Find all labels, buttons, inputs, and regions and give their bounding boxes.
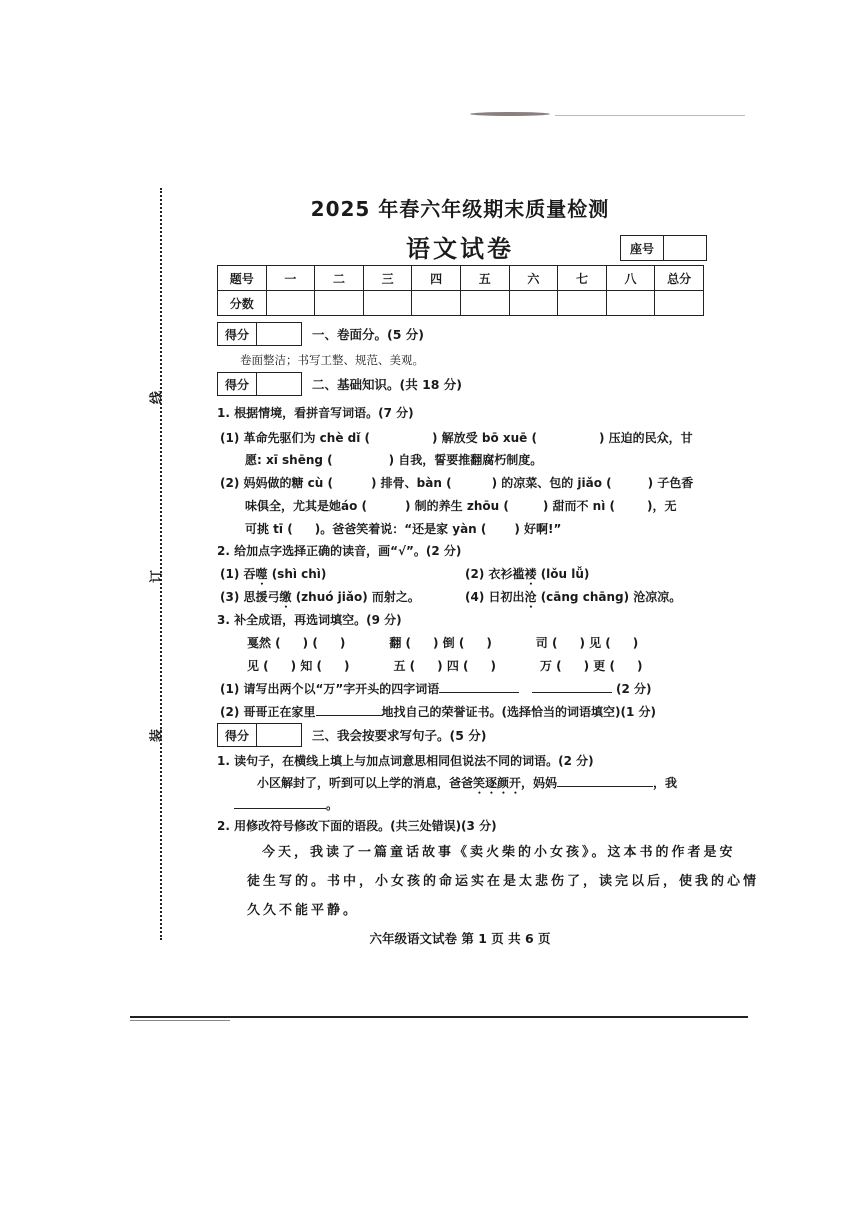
- section-2-header: [217, 372, 462, 396]
- q2-2-stem: 2. 给加点字选择正确的读音，画“√”。(2 分): [217, 544, 462, 558]
- idiom-row-1: [247, 634, 638, 651]
- section-1-score-input[interactable]: [257, 323, 301, 345]
- answer-line[interactable]: [532, 680, 612, 693]
- text-segment: (2) 妈妈做的糖 cù (: [220, 476, 333, 490]
- section-3-title: 三、我会按要求写句子。(5 分): [312, 728, 487, 743]
- score-box-label: 得分: [218, 323, 257, 345]
- score-header-cell: 题号: [218, 266, 267, 291]
- score-table-header-row: [218, 266, 704, 291]
- text-segment: 翻 (: [389, 636, 411, 650]
- score-header-cell: 总分: [655, 266, 704, 291]
- score-header-cell: 一: [266, 266, 315, 291]
- text-segment: ) 排骨、bàn (: [371, 476, 452, 490]
- q3-1-stem: 1. 读句子，在横线上填上与加点词意思相同但说法不同的词语。(2 分): [217, 754, 594, 768]
- score-header-cell: 三: [363, 266, 412, 291]
- dotted-char: 沧: [524, 590, 537, 604]
- text-segment: ): [486, 636, 492, 650]
- text-segment: ) 见 (: [579, 636, 611, 650]
- score-box-label: 得分: [218, 724, 257, 746]
- q3-2-stem: 2. 用修改符号修改下面的语段。(共三处错误)(3 分): [217, 819, 497, 833]
- paragraph-line-3[interactable]: 久久不能平静。: [247, 903, 360, 918]
- score-cell[interactable]: [315, 291, 364, 316]
- score-table: [217, 265, 704, 316]
- exam-title: 2025 年春六年级期末质量检测: [310, 197, 610, 221]
- text-segment: ，我: [653, 776, 678, 790]
- text-segment: (1) 请写出两个以“万”字开头的四字词语: [220, 682, 440, 696]
- text-segment: 见 (: [247, 659, 269, 673]
- text-segment: 戛然 (: [247, 636, 281, 650]
- text-segment: ) 好啊!”: [514, 522, 562, 536]
- text-segment: (1) 吞: [220, 567, 256, 581]
- q2-3-sub-1: [220, 680, 652, 697]
- q3-1-sentence: [257, 774, 677, 797]
- seat-label: 座号: [621, 236, 664, 260]
- q2-1-line-2: [245, 451, 542, 468]
- q2-2-item-4[interactable]: [465, 588, 681, 611]
- scan-smudge: [470, 112, 550, 116]
- q3-1-sentence-cont: [234, 796, 338, 813]
- text-segment: 小区解封了，听到可以上学的消息，爸爸: [257, 776, 474, 790]
- section-3-score-input[interactable]: [257, 724, 301, 746]
- text-segment: ): [339, 636, 346, 650]
- q2-1-stem: 1. 根据情境，看拼音写词语。(7 分): [217, 406, 414, 420]
- score-cell[interactable]: [606, 291, 655, 316]
- text-segment: 五 (: [393, 659, 416, 673]
- text-segment: ) 子色香: [647, 476, 694, 490]
- pinyin-options[interactable]: (lǒu lǚ): [536, 567, 590, 581]
- paragraph-line-2[interactable]: 徒生写的。书中，小女孩的命运实在是太悲伤了，读完以后，使我的心情: [247, 874, 760, 889]
- text-segment: (4) 日初出: [465, 590, 525, 604]
- text-segment: 。: [326, 798, 339, 812]
- text-segment: 地找自己的荣誉证书。(选择恰当的词语填空)(1 分): [381, 705, 656, 719]
- idiom-row-2: [247, 657, 642, 674]
- text-segment: ) 甜而不 nì (: [542, 499, 616, 513]
- score-cell[interactable]: [558, 291, 607, 316]
- q2-3-sub-2: [220, 703, 656, 720]
- seat-number-box: [620, 235, 707, 261]
- score-box-label: 得分: [218, 373, 257, 395]
- section-1-note: 卷面整洁；书写工整、规范、美观。: [240, 353, 424, 367]
- section-2-title: 二、基础知识。(共 18 分): [312, 377, 463, 392]
- section-2-score-box: [217, 372, 302, 396]
- binding-dotted-line: [160, 188, 162, 940]
- text-segment: ): [490, 659, 496, 673]
- scan-edge-bottom-faint: [130, 1020, 230, 1021]
- pinyin-options[interactable]: (zhuó jiǎo) 而射之。: [291, 590, 420, 604]
- binding-label-ding: 订: [149, 570, 165, 584]
- text-segment: ): [636, 659, 643, 673]
- score-header-cell: 八: [606, 266, 655, 291]
- score-header-cell: 五: [460, 266, 509, 291]
- score-cell[interactable]: [509, 291, 558, 316]
- answer-line[interactable]: [316, 703, 382, 716]
- text-segment: ) 倒 (: [432, 636, 465, 650]
- score-note: (2 分): [616, 682, 652, 696]
- score-cell[interactable]: [363, 291, 412, 316]
- text-segment: (2) 衣衫褴: [465, 567, 525, 581]
- section-2-score-input[interactable]: [257, 373, 301, 395]
- score-header-cell: 六: [509, 266, 558, 291]
- text-segment: ) 更 (: [583, 659, 615, 673]
- score-cell[interactable]: [655, 291, 704, 316]
- section-1-score-box: [217, 322, 302, 346]
- text-segment: 可挑 tī (: [245, 522, 293, 536]
- binding-label-zhuang: 装: [149, 729, 165, 743]
- text-segment: 万 (: [539, 659, 562, 673]
- text-segment: 司 (: [535, 636, 558, 650]
- q2-1-line-1: [220, 429, 693, 446]
- q2-3-stem: 3. 补全成语，再选词填空。(9 分): [217, 613, 402, 627]
- score-header-cell: 二: [315, 266, 364, 291]
- q2-2-item-3[interactable]: [220, 588, 420, 611]
- q2-2-item-1[interactable]: [220, 565, 326, 588]
- section-3-score-box: [217, 723, 302, 747]
- text-segment: ) 的凉菜、包的 jiǎo (: [491, 476, 612, 490]
- text-segment: ) 解放受 bō xuē (: [432, 431, 537, 445]
- section-3-header: [217, 723, 486, 747]
- q2-1-line-3: [220, 474, 693, 491]
- text-segment: ) 四 (: [437, 659, 469, 673]
- score-table-score-row: [218, 291, 704, 316]
- dotted-char: 缴: [279, 590, 292, 604]
- score-cell[interactable]: [460, 291, 509, 316]
- answer-line[interactable]: [234, 796, 326, 809]
- page-footer: 六年级语文试卷 第 1 页 共 6 页: [369, 931, 551, 946]
- q2-1-line-5: [245, 520, 561, 537]
- text-segment: )。爸爸笑着说：“还是家 yàn (: [314, 522, 487, 536]
- q2-1-line-4: [245, 497, 677, 514]
- pinyin-options[interactable]: (shì chì): [267, 567, 327, 581]
- score-header-cell: 七: [558, 266, 607, 291]
- dotted-char: 褛: [524, 567, 537, 581]
- score-cell[interactable]: [412, 291, 461, 316]
- q2-2-item-2[interactable]: [465, 565, 589, 588]
- text-segment: ) 压迫的民众，甘: [598, 431, 693, 445]
- scan-edge-bottom: [130, 1016, 748, 1018]
- score-header-cell: 四: [412, 266, 461, 291]
- text-segment: ，妈妈: [521, 776, 558, 790]
- text-segment: (2) 哥哥正在家里: [220, 705, 316, 719]
- text-segment: )，无: [647, 499, 677, 513]
- text-segment: ) 知 (: [290, 659, 322, 673]
- text-segment: ): [632, 636, 639, 650]
- score-cell[interactable]: [266, 291, 315, 316]
- text-segment: ) 自我，誓要推翻腐朽制度。: [388, 453, 543, 467]
- section-1-title: 一、卷面分。(5 分): [312, 327, 424, 342]
- dotted-word: 笑逐颜开: [473, 776, 522, 790]
- text-segment: ) 制的养生 zhōu (: [405, 499, 509, 513]
- pinyin-options[interactable]: (cāng chāng) 沧凉凉。: [536, 590, 682, 604]
- answer-line[interactable]: [439, 680, 519, 693]
- text-segment: 味俱全，尤其是她áo (: [245, 499, 368, 513]
- text-segment: (3) 思援弓: [220, 590, 280, 604]
- section-1-header: [217, 322, 424, 346]
- exam-subtitle: 语文试卷: [406, 235, 514, 263]
- dotted-char: 噬: [255, 567, 268, 581]
- score-row-label: 分数: [218, 291, 267, 316]
- binding-label-xian: 线: [149, 391, 165, 405]
- text-segment: ) (: [302, 636, 318, 650]
- paragraph-line-1[interactable]: 今天，我读了一篇童话故事《卖火柴的小女孩》。这本书的作者是安: [262, 845, 736, 860]
- answer-line[interactable]: [557, 774, 653, 787]
- seat-input[interactable]: [664, 236, 706, 260]
- text-segment: ): [344, 659, 350, 673]
- scan-edge-top: [555, 115, 745, 116]
- text-segment: 愿: xī shēng (: [245, 453, 333, 467]
- text-segment: (1) 革命先驱们为 chè dǐ (: [220, 431, 371, 445]
